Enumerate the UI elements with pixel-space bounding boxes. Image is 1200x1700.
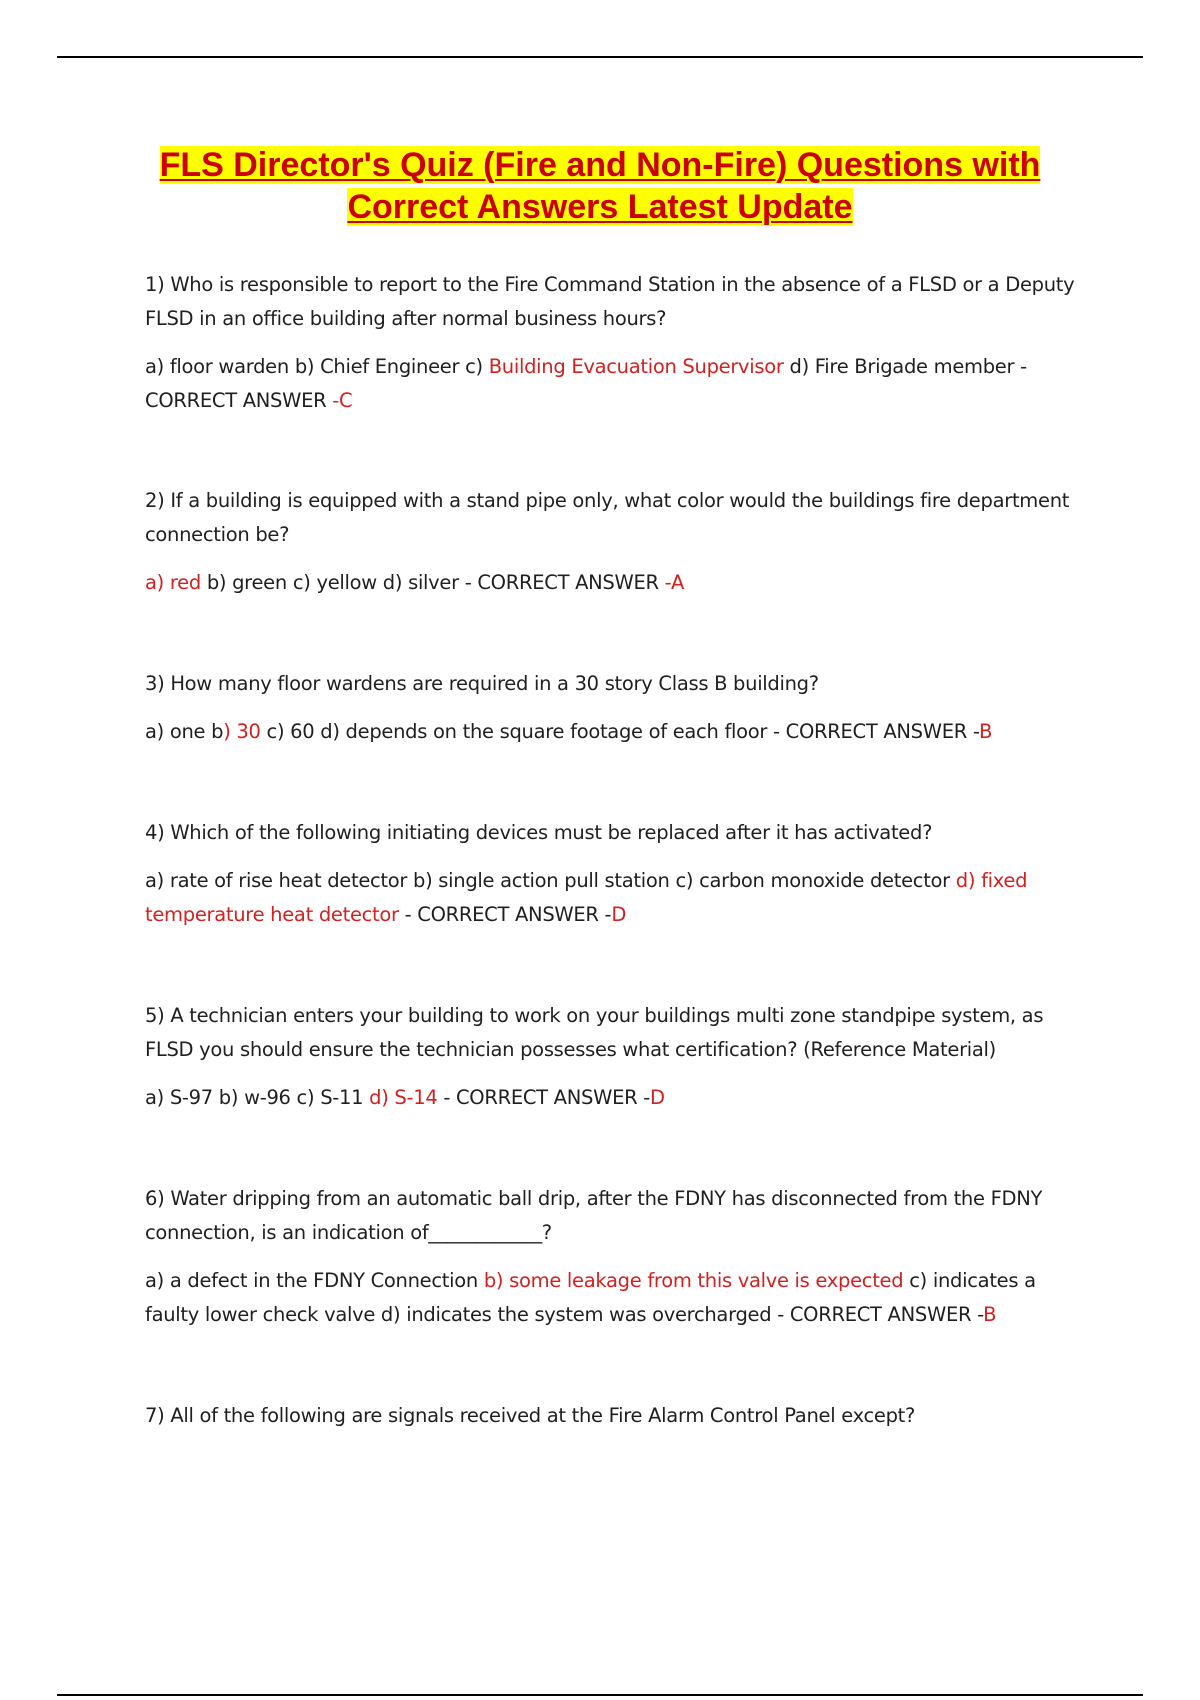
answer-options — [145, 864, 1080, 932]
question-block-3 — [145, 667, 1080, 749]
answer-text: - CORRECT ANSWER - — [437, 1086, 650, 1109]
question-text: 3) How many floor wardens are required in a 30 story Class B building? — [145, 672, 819, 695]
spacer — [145, 932, 1080, 999]
answer-text: a) floor warden b) Chief Engineer c) — [145, 355, 489, 378]
answer-options — [145, 1264, 1080, 1332]
answer-text: d) Fire Brigade member - CORRECT ANSWER — [145, 355, 1027, 412]
question-text: 6) Water dripping from an automatic ball drip, after the FDNY has disconnected from the FDNY connection, is an indication of____________? — [145, 1187, 1043, 1244]
question-block-2 — [145, 484, 1080, 600]
correct-answer-letter: D — [649, 1086, 665, 1109]
document-title — [100, 144, 1100, 228]
question-text: 5) A technician enters your building to work on your buildings multi zone standpipe system, as FLSD you should ensure the technician possesses what certification? (Reference Material) — [145, 1004, 1044, 1061]
spacer — [145, 418, 1080, 484]
answer-text: b) green c) yellow d) silver - CORRECT ANSWER — [200, 571, 665, 594]
correct-option-highlight: d) fixed temperature heat detector — [145, 869, 1028, 926]
question-block-1 — [145, 268, 1080, 418]
spacer — [145, 1115, 1080, 1182]
header-rule — [57, 56, 1143, 58]
answer-text: c) indicates a faulty lower check valve d) indicates the system was overcharged - CORRECT ANSWER - — [145, 1269, 1036, 1326]
correct-option-highlight: d) S-14 — [369, 1086, 438, 1109]
answer-options — [145, 566, 1080, 600]
spacer — [145, 1332, 1080, 1399]
answer-text: a) one b — [145, 720, 224, 743]
correct-answer-letter: B — [978, 720, 993, 743]
answer-text: c) 60 d) depends on the square footage of each floor - CORRECT ANSWER - — [260, 720, 979, 743]
question-block-7 — [145, 1399, 1080, 1433]
answer-text: a) a defect in the FDNY Connection — [145, 1269, 484, 1292]
answer-options — [145, 350, 1080, 418]
correct-answer-letter: B — [983, 1303, 997, 1326]
question-text: 1) Who is responsible to report to the Fire Command Station in the absence of a FLSD or a Deputy FLSD in an office building after normal business hours? — [145, 273, 1075, 330]
question-block-4 — [145, 816, 1080, 932]
document-title-line-1: FLS Director's Quiz (Fire and Non-Fire) Questions with — [159, 146, 1041, 184]
question-block-5 — [145, 999, 1080, 1115]
correct-option-highlight: a) red — [145, 571, 201, 594]
footer-rule — [57, 1694, 1143, 1696]
correct-option-highlight: ) 30 — [223, 720, 261, 743]
correct-answer-letter: D — [611, 903, 627, 926]
question-text: 2) If a building is equipped with a stand pipe only, what color would the buildings fire department connection be? — [145, 489, 1070, 546]
spacer — [145, 600, 1080, 667]
answer-text: a) S-97 b) w-96 c) S-11 — [145, 1086, 370, 1109]
question-block-6 — [145, 1182, 1080, 1332]
correct-option-highlight: Building Evacuation Supervisor — [488, 355, 784, 378]
correct-answer-letter: -A — [664, 571, 684, 594]
correct-option-highlight: b) some leakage from this valve is expected — [483, 1269, 904, 1292]
answer-text: a) rate of rise heat detector b) single action pull station c) carbon monoxide detector — [145, 869, 956, 892]
spacer — [145, 749, 1080, 816]
document-title-line-2: Correct Answers Latest Update — [347, 188, 853, 226]
question-text: 7) All of the following are signals received at the Fire Alarm Control Panel except? — [145, 1404, 916, 1427]
question-text: 4) Which of the following initiating devices must be replaced after it has activated? — [145, 821, 933, 844]
answer-options — [145, 715, 1080, 749]
answer-text: - CORRECT ANSWER - — [398, 903, 612, 926]
correct-answer-letter: -C — [332, 389, 353, 412]
quiz-content — [145, 268, 1080, 1447]
answer-options — [145, 1081, 1080, 1115]
